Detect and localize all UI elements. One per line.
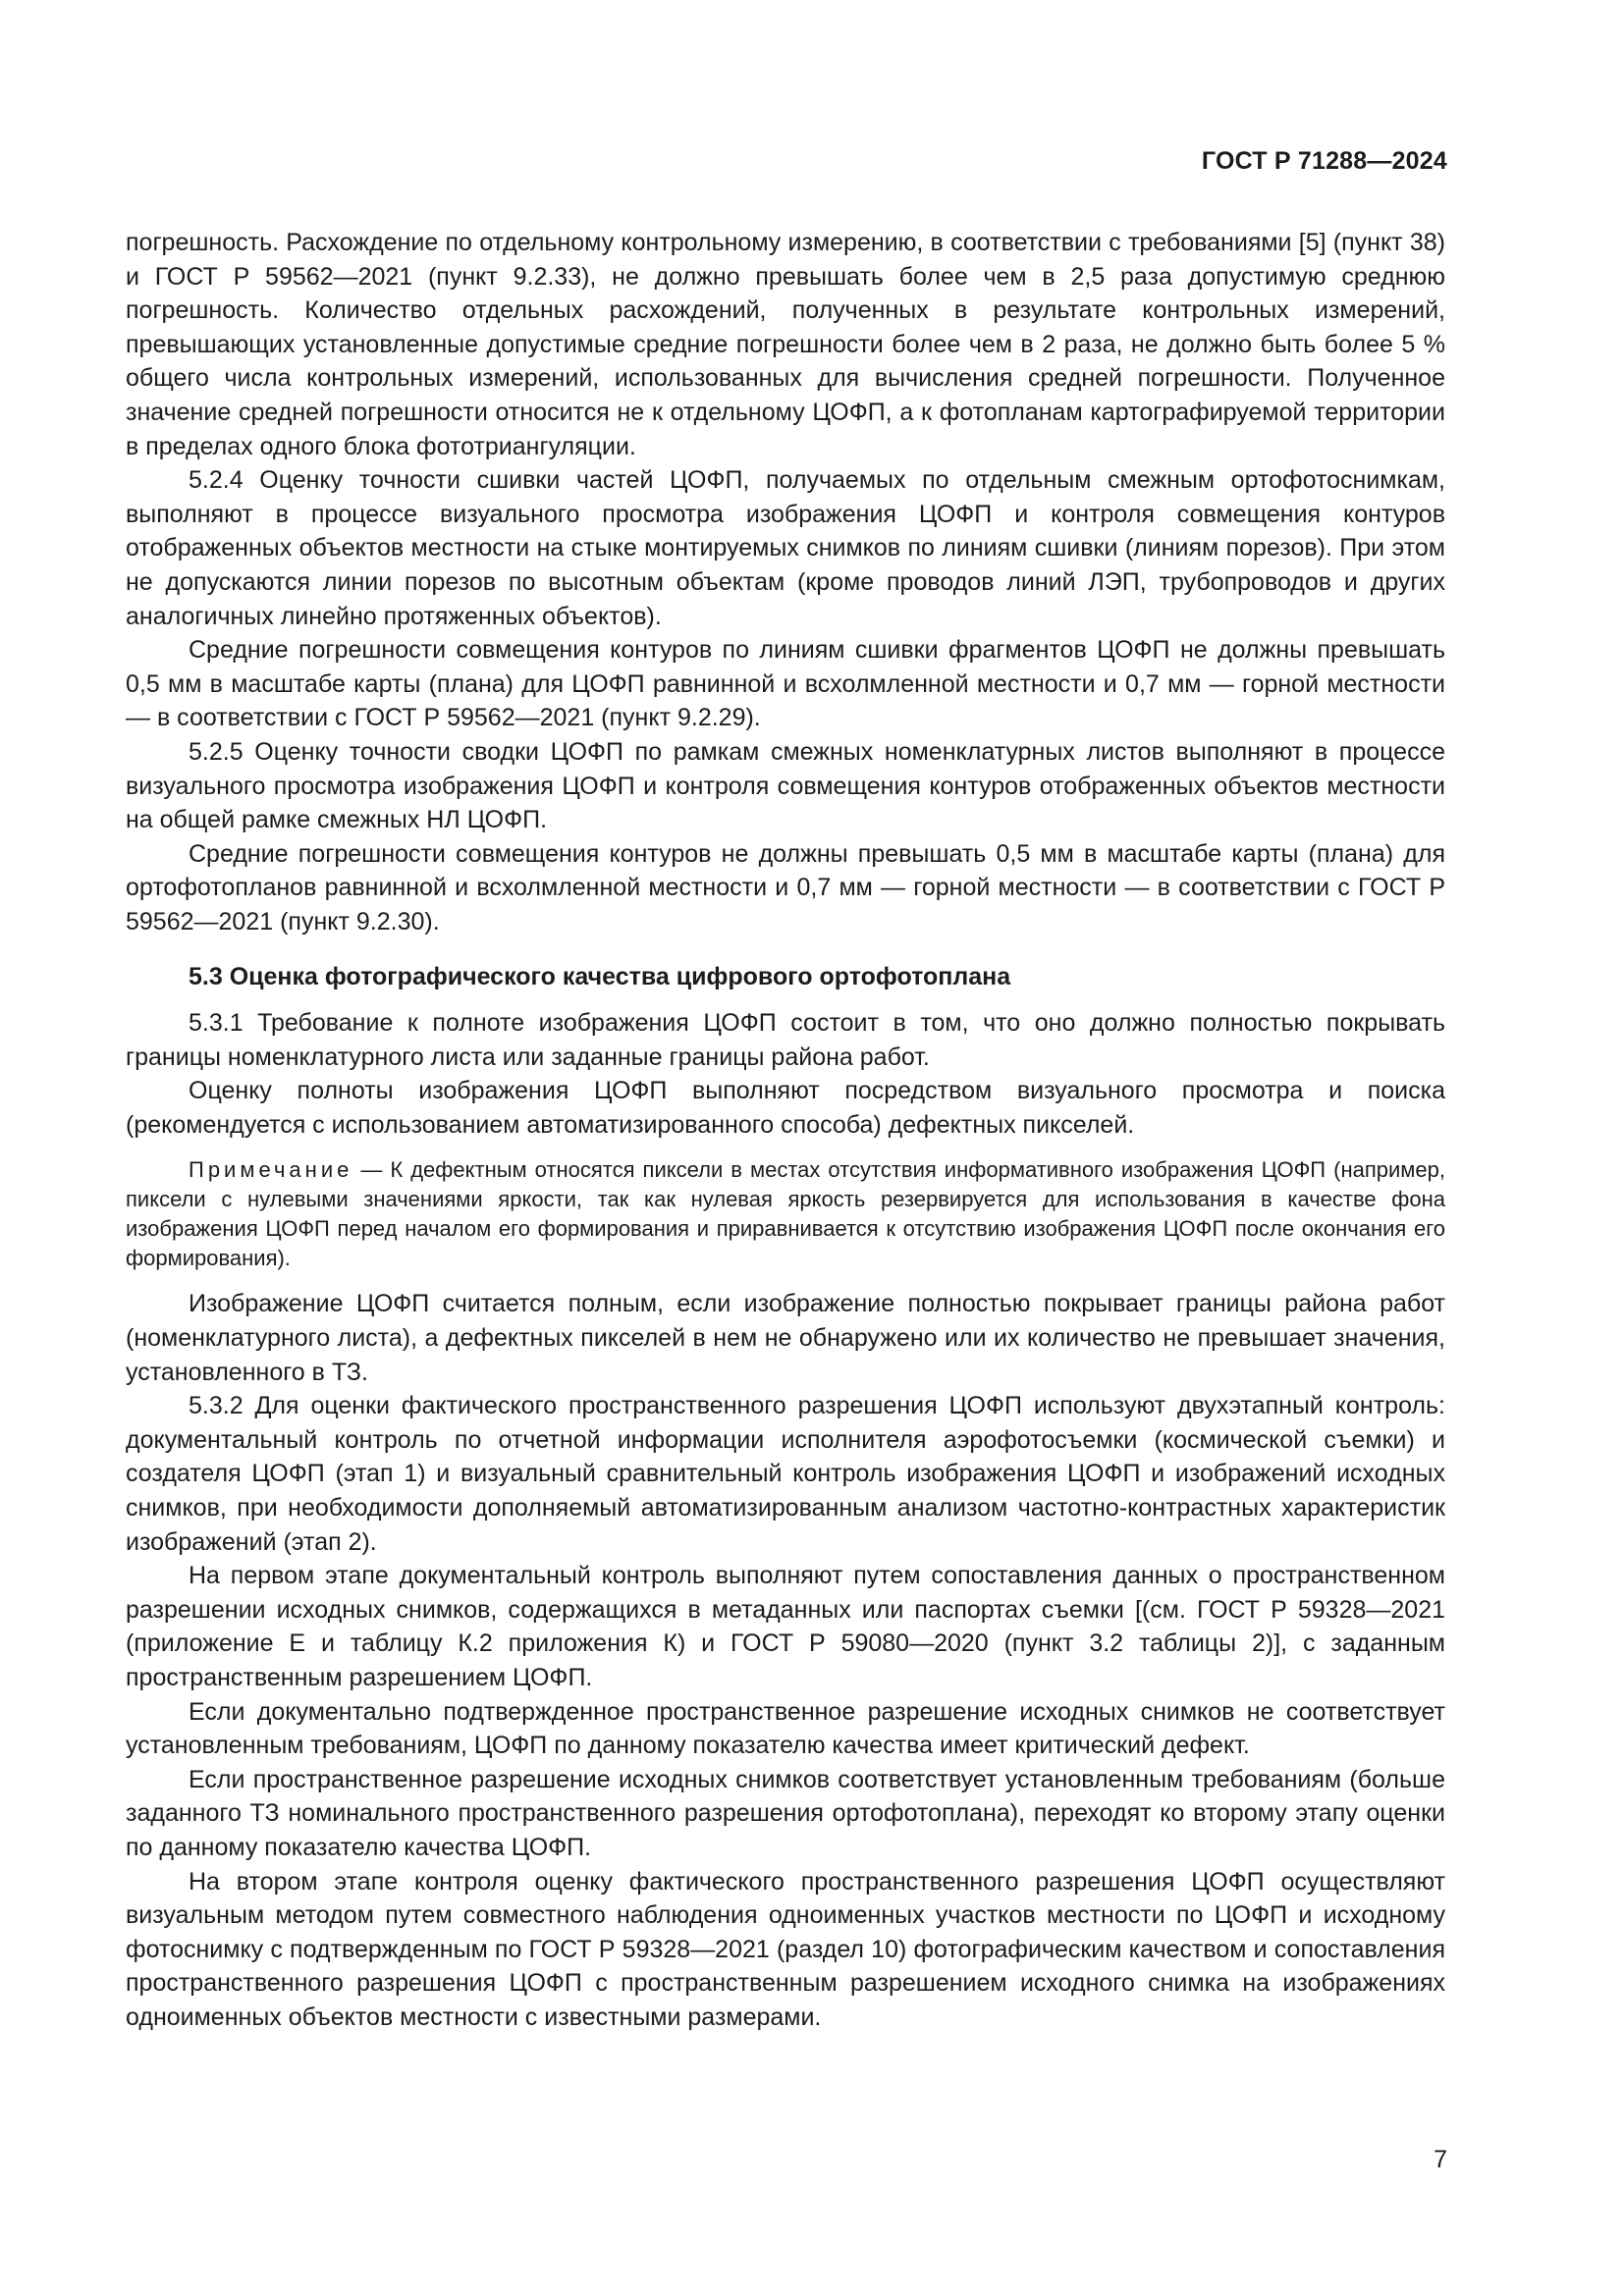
paragraph: Если документально подтвержденное пространственное разрешение исходных снимков не соответствует установленным требованиям, ЦОФП по данному показателю качества имеет критический дефект. [126,1697,1445,1760]
paragraph: На первом этапе документальный контроль выполняют путем сопоставления данных о пространственном разрешении исходных снимков, содержащихся в метаданных или паспортах съемки [(см. ГОСТ Р 59328—2021 (приложение Е и таблицу К.2 приложения К) и ГОСТ Р 59080—2020 (пункт 3.2 таблицы 2)], с заданным пространственным разрешением ЦОФП. [126,1562,1445,1691]
paragraph: 5.2.4 Оценку точности сшивки частей ЦОФП, получаемых по отдельным смежным ортофотоснимкам, выполняют в процессе визуального просмотра изображения ЦОФП и контроля совмещения контуров отображенных объектов местности на стыке монтируемых снимков по линиям сшивки (линиям порезов). При этом не допускаются линии порезов по высотным объектам (кроме проводов линий ЛЭП, трубопроводов и других аналогичных линейно протяженных объектов). [126,466,1445,630]
note [126,1155,1445,1273]
paragraph: Оценку полноты изображения ЦОФП выполняют посредством визуального просмотра и поиска (рекомендуется с использованием автоматизированного способа) дефектных пикселей. [126,1077,1445,1139]
paragraph: 5.3.2 Для оценки фактического пространственного разрешения ЦОФП используют двухэтапный контроль: документальный контроль по отчетной информации исполнителя аэрофотосъемки (космической съемки) и создателя ЦОФП (этап 1) и визуальный сравнительный контроль изображения ЦОФП и изображений исходных снимков, при необходимости дополняемый автоматизированным анализом частотно-контрастных характеристик изображений (этап 2). [126,1392,1445,1556]
document-code: ГОСТ Р 71288—2024 [1201,147,1447,175]
paragraph: 5.2.5 Оценку точности сводки ЦОФП по рамкам смежных номенклатурных листов выполняют в процессе визуального просмотра изображения ЦОФП и контроля совмещения контуров отображенных объектов местности на общей рамке смежных НЛ ЦОФП. [126,737,1445,834]
paragraph: Если пространственное разрешение исходных снимков соответствует установленным требованиям (больше заданного ТЗ номинального пространственного разрешения ортофотоплана), переходят ко второму этапу оценки по данному показателю качества ЦОФП. [126,1765,1445,1861]
paragraph: Средние погрешности совмещения контуров не должны превышать 0,5 мм в масштабе карты (плана) для ортофотопланов равнинной и всхолмленной местности и 0,7 мм — горной местности — в соответствии с ГОСТ Р 59562—2021 (пункт 9.2.30). [126,839,1445,935]
paragraph: 5.3.1 Требование к полноте изображения ЦОФП состоит в том, что оно должно полностью покрывать границы номенклатурного листа или заданные границы района работ. [126,1009,1445,1071]
note-text: — К дефектным относятся пиксели в местах отсутствия информативного изображения ЦОФП (например, пиксели с нулевыми значениями яркости, так как нулевая яркость резервируется для использования в качестве фона изображения ЦОФП перед началом его формирования и приравнивается к отсутствию изображения ЦОФП после окончания его формирования). [126,1157,1445,1271]
paragraph: На втором этапе контроля оценку фактического пространственного разрешения ЦОФП осуществляют визуальным методом путем совместного наблюдения одноименных участков местности по ЦОФП и исходному фотоснимку с подтвержденным по ГОСТ Р 59328—2021 (раздел 10) фотографическим качеством и сопоставления пространственного разрешения ЦОФП с пространственным разрешением исходного снимка на изображениях одноименных объектов местности с известными размерами. [126,1867,1445,2031]
paragraph: Средние погрешности совмещения контуров по линиям сшивки фрагментов ЦОФП не должны превышать 0,5 мм в масштабе карты (плана) для ЦОФП равнинной и всхолмленной местности и 0,7 мм — горной местности — в соответствии с ГОСТ Р 59562—2021 (пункт 9.2.29). [126,636,1445,732]
document-body [126,226,1445,2035]
paragraph: Изображение ЦОФП считается полным, если изображение полностью покрывает границы района работ (номенклатурного листа), а дефектных пикселей в нем не обнаружено или их количество не превышает значения, установленного в ТЗ. [126,1290,1445,1386]
page-number: 7 [1434,2146,1447,2173]
section-heading: 5.3 Оценка фотографического качества цифрового ортофотоплана [189,963,1011,991]
paragraph: погрешность. Расхождение по отдельному контрольному измерению, в соответствии с требованиями [5] (пункт 38) и ГОСТ Р 59562—2021 (пункт 9.2.33), не должно превышать более чем в 2,5 раза допустимую среднюю погрешность. Количество отдельных расхождений, полученных в результате контрольных измерений, превышающих установленные допустимые средние погрешности более чем в 2 раза, не должно быть более 5 % общего числа контрольных измерений, использованных для вычисления средней погрешности. Полученное значение средней погрешности относится не к отдельному ЦОФП, а к фотопланам картографируемой территории в пределах одного блока фототриангуляции. [126,229,1445,460]
note-label: Примечание [189,1157,353,1183]
